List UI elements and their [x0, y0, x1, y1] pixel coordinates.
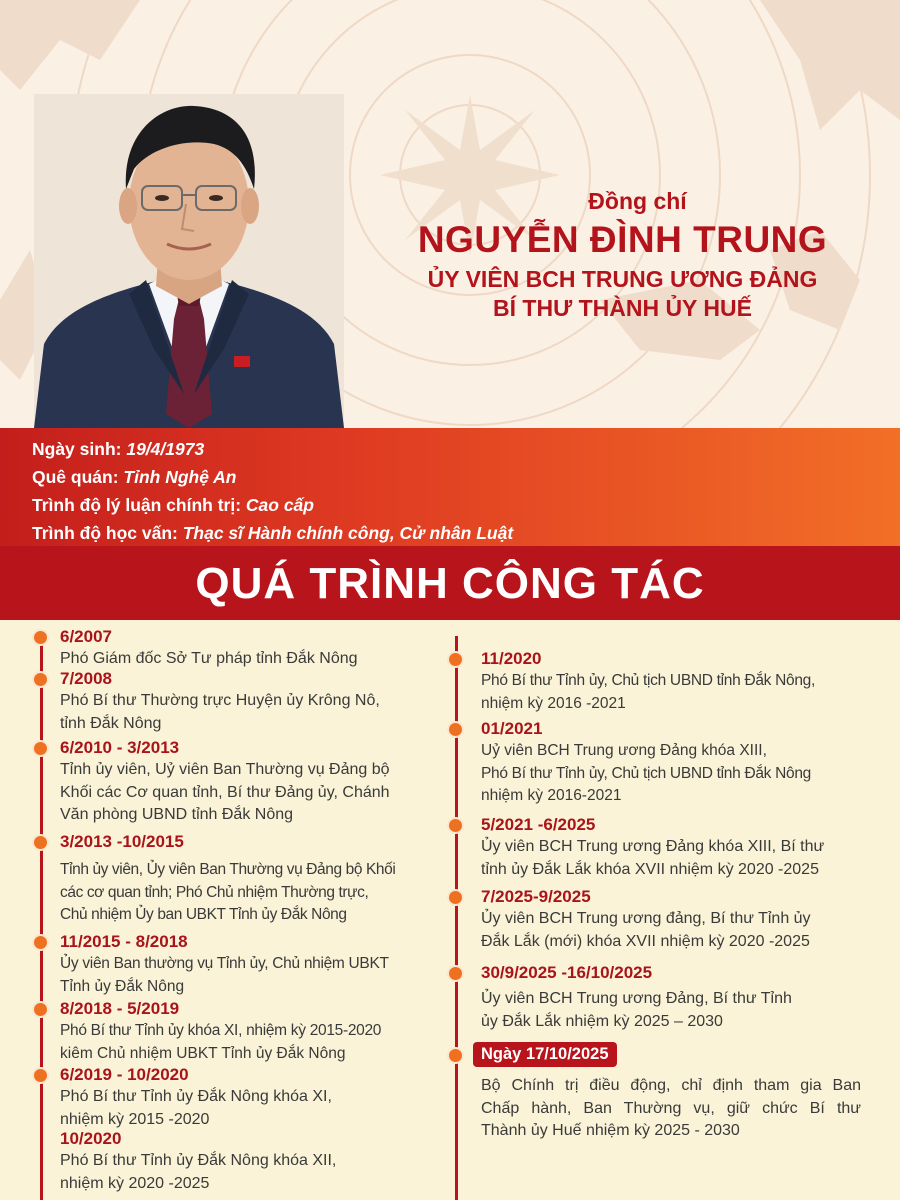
timeline-entry — [447, 962, 792, 1033]
entry-desc-line: Thành ủy Huế nhiệm kỳ 2025 - 2030 — [481, 1122, 740, 1139]
entry-desc-line: Phó Bí thư Thường trực Huyện ủy Krông Nô, — [60, 692, 380, 709]
entry-desc-line: Phó Bí thư Tỉnh ủy, Chủ tịch UBND tỉnh Đắk Nông — [481, 764, 811, 782]
timeline-entry — [447, 648, 815, 715]
info-hometown — [32, 463, 900, 491]
entry-date: 11/2020 — [481, 649, 542, 668]
timeline-dot-icon — [32, 934, 49, 951]
timeline-entry — [447, 814, 824, 881]
entry-desc-line: tỉnh ủy Đắk Lắk khóa XVII nhiệm kỳ 2020 -2025 — [481, 860, 819, 878]
timeline-dot-icon — [447, 817, 464, 834]
timeline-dot-icon — [447, 1047, 464, 1064]
timeline-dot-icon — [32, 740, 49, 757]
current-date-badge: Ngày 17/10/2025 — [473, 1042, 617, 1067]
entry-desc-line: Tỉnh ủy Đắk Nông — [60, 977, 185, 995]
entry-desc-line: Ủy viên BCH Trung ương đảng, Bí thư Tỉnh ủy — [481, 910, 811, 927]
entry-desc-line: Văn phòng UBND tỉnh Đắk Nông — [60, 806, 294, 823]
timeline-entry — [32, 931, 389, 998]
section-title: QUÁ TRÌNH CÔNG TÁC — [0, 546, 900, 620]
entry-desc-line: Phó Bí thư Tỉnh ủy Đắk Nông khóa XI, — [60, 1088, 332, 1105]
position-line-1: ỦY VIÊN BCH TRUNG ƯƠNG ĐẢNG — [427, 266, 818, 292]
personal-info-band — [0, 428, 900, 546]
entry-desc-line: ủy Đắk Lắk nhiệm kỳ 2025 – 2030 — [481, 1012, 723, 1030]
entry-date: 6/2010 - 3/2013 — [60, 738, 180, 757]
entry-desc-line: tỉnh Đắk Nông — [60, 714, 162, 732]
entry-desc-line: Tỉnh ủy viên, Ủy viên Ban Thường vụ Đảng bộ Khối — [60, 861, 396, 878]
entry-date: 8/2018 - 5/2019 — [60, 999, 180, 1018]
timeline-dot-icon — [447, 965, 464, 982]
timeline-entry — [32, 831, 395, 927]
entry-desc-line: kiêm Chủ nhiệm UBKT Tỉnh ủy Đắk Nông — [60, 1044, 346, 1062]
hero-titles — [345, 188, 900, 323]
timeline-entry — [32, 998, 381, 1065]
entry-desc-line: Tỉnh ủy viên, Uỷ viên Ban Thường vụ Đảng bộ — [60, 761, 390, 778]
greeting: Đồng chí — [588, 188, 687, 214]
entry-desc-line: các cơ quan tỉnh; Phó Chủ nhiệm Thường trực, — [60, 883, 369, 901]
entry-desc-line: Phó Bí thư Tỉnh ủy khóa XI, nhiệm kỳ 2015-2020 — [60, 1022, 382, 1039]
info-value: Cao cấp — [245, 495, 314, 515]
person-name: NGUYỄN ĐÌNH TRUNG — [417, 219, 828, 260]
timeline-dot-icon — [32, 671, 49, 688]
info-value: 19/4/1973 — [126, 439, 205, 459]
portrait-photo — [34, 94, 344, 428]
career-timeline — [0, 620, 900, 1200]
timeline-entry — [32, 668, 380, 735]
timeline-entry — [447, 1042, 861, 1143]
info-label: Ngày sinh: — [32, 439, 122, 459]
timeline-dot-icon — [32, 1001, 49, 1018]
entry-date: 7/2008 — [60, 669, 112, 688]
info-birthdate — [32, 435, 900, 463]
entry-date: 7/2025-9/2025 — [481, 887, 591, 906]
entry-desc-line: Phó Bí thư Tỉnh ủy Đắk Nông khóa XII, — [60, 1152, 337, 1169]
timeline-entry — [32, 737, 390, 827]
timeline-dot-icon — [447, 889, 464, 906]
timeline-dot-icon — [32, 629, 49, 646]
entry-desc-line: Khối các Cơ quan tỉnh, Bí thư Đảng ủy, Chánh — [60, 783, 390, 801]
timeline-entry — [32, 1128, 336, 1195]
entry-desc-line: Phó Bí thư Tỉnh ủy, Chủ tịch UBND tỉnh Đắk Nông, — [481, 672, 815, 689]
timeline-entry — [32, 626, 358, 671]
entry-date: 01/2021 — [481, 719, 543, 738]
entry-date: 6/2019 - 10/2020 — [60, 1065, 189, 1084]
entry-desc-line: Đắk Lắk (mới) khóa XVII nhiệm kỳ 2020 -2025 — [481, 932, 810, 950]
info-label: Trình độ lý luận chính trị: — [32, 495, 242, 515]
info-value: Tỉnh Nghệ An — [123, 467, 237, 487]
entry-desc-line: nhiệm kỳ 2015 -2020 — [60, 1110, 210, 1128]
entry-date: 3/2013 -10/2015 — [60, 832, 184, 851]
info-political-theory — [32, 491, 900, 519]
timeline-dot-icon — [447, 651, 464, 668]
info-value: Thạc sĩ Hành chính công, Cử nhân Luật — [182, 523, 514, 543]
info-education — [32, 519, 900, 547]
timeline-dot-icon — [32, 1067, 49, 1084]
entry-desc-line: Uỷ viên BCH Trung ương Đảng khóa XIII, — [481, 742, 767, 759]
entry-desc-line: Ủy viên BCH Trung ương Đảng, Bí thư Tỉnh — [481, 990, 792, 1007]
entry-desc-line: nhiệm kỳ 2016-2021 — [481, 787, 622, 804]
entry-date: 10/2020 — [60, 1129, 122, 1148]
timeline-entry — [447, 886, 811, 953]
entry-desc-line: nhiệm kỳ 2020 -2025 — [60, 1174, 210, 1192]
entry-desc-line: nhiệm kỳ 2016 -2021 — [481, 694, 626, 712]
info-label: Quê quán: — [32, 467, 119, 487]
position-line-2: BÍ THƯ THÀNH ỦY HUẾ — [493, 295, 752, 321]
timeline-entry — [447, 718, 811, 808]
entry-desc-line: Ủy viên BCH Trung ương Đảng khóa XIII, Bí thư — [481, 838, 825, 855]
timeline-dot-icon — [32, 834, 49, 851]
entry-desc-line: Chủ nhiệm Ủy ban UBKT Tỉnh ủy Đắk Nông — [60, 906, 347, 923]
timeline-dot-icon — [447, 721, 464, 738]
entry-date: 6/2007 — [60, 627, 112, 646]
timeline-entry — [32, 1064, 332, 1131]
entry-date: 30/9/2025 -16/10/2025 — [481, 963, 653, 982]
info-label: Trình độ học vấn: — [32, 523, 178, 543]
hero-section — [0, 0, 900, 428]
entry-desc-line: Bộ Chính trị điều động, chỉ định tham gia Ban — [481, 1077, 861, 1094]
entry-desc-line: Ủy viên Ban thường vụ Tỉnh ủy, Chủ nhiệm UBKT — [60, 955, 389, 972]
entry-date: 5/2021 -6/2025 — [481, 815, 596, 834]
entry-desc-line: Phó Giám đốc Sở Tư pháp tỉnh Đắk Nông — [60, 650, 358, 667]
entry-desc-line: Chấp hành, Ban Thường vụ, giữ chức Bí thư — [481, 1099, 861, 1117]
entry-date: 11/2015 - 8/2018 — [60, 932, 188, 951]
